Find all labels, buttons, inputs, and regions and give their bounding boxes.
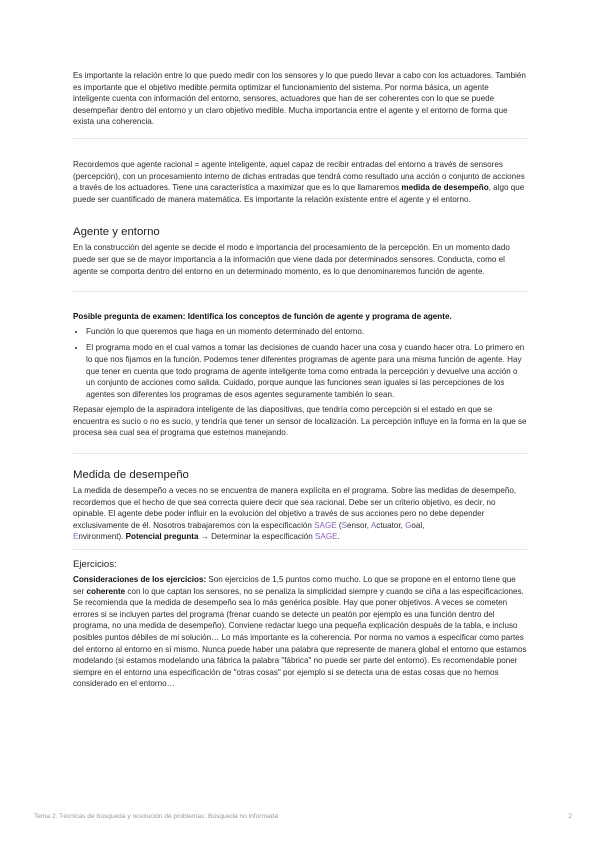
page-footer <box>34 813 572 820</box>
medida-paragraph: La medida de desempeño a veces no se encuentra de manera explícita en el programa. Sobre las medidas de desempeño, recordemos que el hecho de que sea correcta quiere decir que sea racional. Debe ser un criterio objetivo, es decir, no opinable. El agente debe poder influir en la evolución del objetivo a través de sus acciones pero no debe depender exclusivamente de él. Nosotros trabajaremos con la especificación SAGE (Sensor, Actuator, Goal, Environment). Potencial pregunta → Determinar la especificación SAGE. <box>73 486 517 542</box>
intro-paragraph: Es importante la relación entre lo que puedo medir con los sensores y lo que puedo llevar a cabo con los actuadores. También es importante que el objetivo medible permita optimizar el funcionamiento del sistema. Por norma básica, un agente inteligente cuenta con información del entorno, sensores, actuadores que han de ser coherentes con lo que se puede desempeñar dentro del entorno y un claro objetivo medible. Mucha importancia entre el agente y el entorno de forma que exista una coherencia. <box>73 71 526 127</box>
page-number: 2 <box>568 813 572 820</box>
sage-term: SAGE <box>314 520 337 530</box>
list-item: • Función lo que queremos que haga en un momento determinado del entorno. <box>86 326 527 338</box>
potencial-pregunta-label: Potencial pregunta <box>125 532 199 542</box>
list-item: • El programa modo en el cual vamos a tomar las decisiones de cuando hacer una cosa y cuando hacer otra. Lo primero en lo que nos fijamos en la función. Podemos tener diferentes programas de agente para una misma función de agente. Hay que tener en cuenta que todo programa de agente inteligente toma como entrada la percepción y devuelve una acción o un conjunto de acciones como salida. Cuidado, porque aunque las funciones sean iguales si las percepciones de los agentes son diferentes los programas de esos agentes seguramente también lo sean. <box>86 342 527 400</box>
heading-medida-desempeno: Medida de desempeño <box>73 469 189 482</box>
exam-question: Posible pregunta de examen: Identifica los conceptos de función de agente y programa de agente. <box>73 312 452 322</box>
aspiradora-paragraph: Repasar ejemplo de la aspiradora inteligente de las diapositivas, que tendría como percepción si el estado en que se encuentra es sucio o no es sucio, y tendría que tener un sensor de localización. La percepción influye en la forma en la que se procesa sea cual sea el programa que estemos manejando. <box>73 405 527 438</box>
heading-ejercicios: Ejercicios: <box>73 559 117 571</box>
agente-entorno-paragraph: En la construcción del agente se decide el modo e importancia del procesamiento de la percepción. En un momento dado puede ser que se de mayor importancia a la información que viene dada por determinados sensores. Conducta, como el agente se comporta dentro del entorno en un determinado momento, es lo que denominaremos función de agente. <box>73 243 510 276</box>
concept-list <box>73 326 527 401</box>
ejercicios-paragraph: Consideraciones de los ejercicios: Son ejercicios de 1,5 puntos como mucho. Lo que se propone en el entorno tiene que ser coherente con lo que captan los sensores, no se penaliza la simplicidad siempre y cuando se ciña a las especificaciones. Se recomienda que la medida de desempeño sea lo más genérica posible. Hay que poner objetivos. A veces se cometen errores si se incluyen partes del programa (frenar cuando se detecte un peatón por ejemplo es una función dentro del programa, no una medida de desempeño). Conviene redactar luego una pequeña explicación después de la tabla, e incluso posibles puntos débiles de mi solución… Lo más importante es la coherencia. Por norma no vamos a especificar como partes del entorno al entorno en sí mismo. Nunca puede haber una palabra que represente de manera global el entorno que estamos modelando (si estamos modelando una fábrica la palabra "fábrica" no puede ser parte del entorno). Es recomendable poner siempre en el entorno una especificación de "otras cosas" por ejemplo si se detecta una de estas cosas que no hemos considerado en el entorno… <box>73 575 527 689</box>
footer-title: Tema 2. Técnicas de búsqueda y resolución de problemas: Búsqueda no informada <box>34 813 278 820</box>
rational-agent-paragraph: Recordemos que agente racional = agente inteligente, aquel capaz de recibir entradas del entorno a través de sensores (percepción), con un procesamiento interno de dichas entradas que tendrá como resultado una acción o conjunto de acciones a través de los actuadores. Tiene una característica a maximizar que es lo que llamaremos medida de desempeño, algo que puede ser cuantificado de manera matemática. Es importante la relación existente entre el agente y el entorno. <box>73 159 525 204</box>
medida-desempeno-bold: medida de desempeño <box>401 183 489 193</box>
document-page <box>73 70 527 690</box>
heading-agente-entorno: Agente y entorno <box>73 226 160 239</box>
